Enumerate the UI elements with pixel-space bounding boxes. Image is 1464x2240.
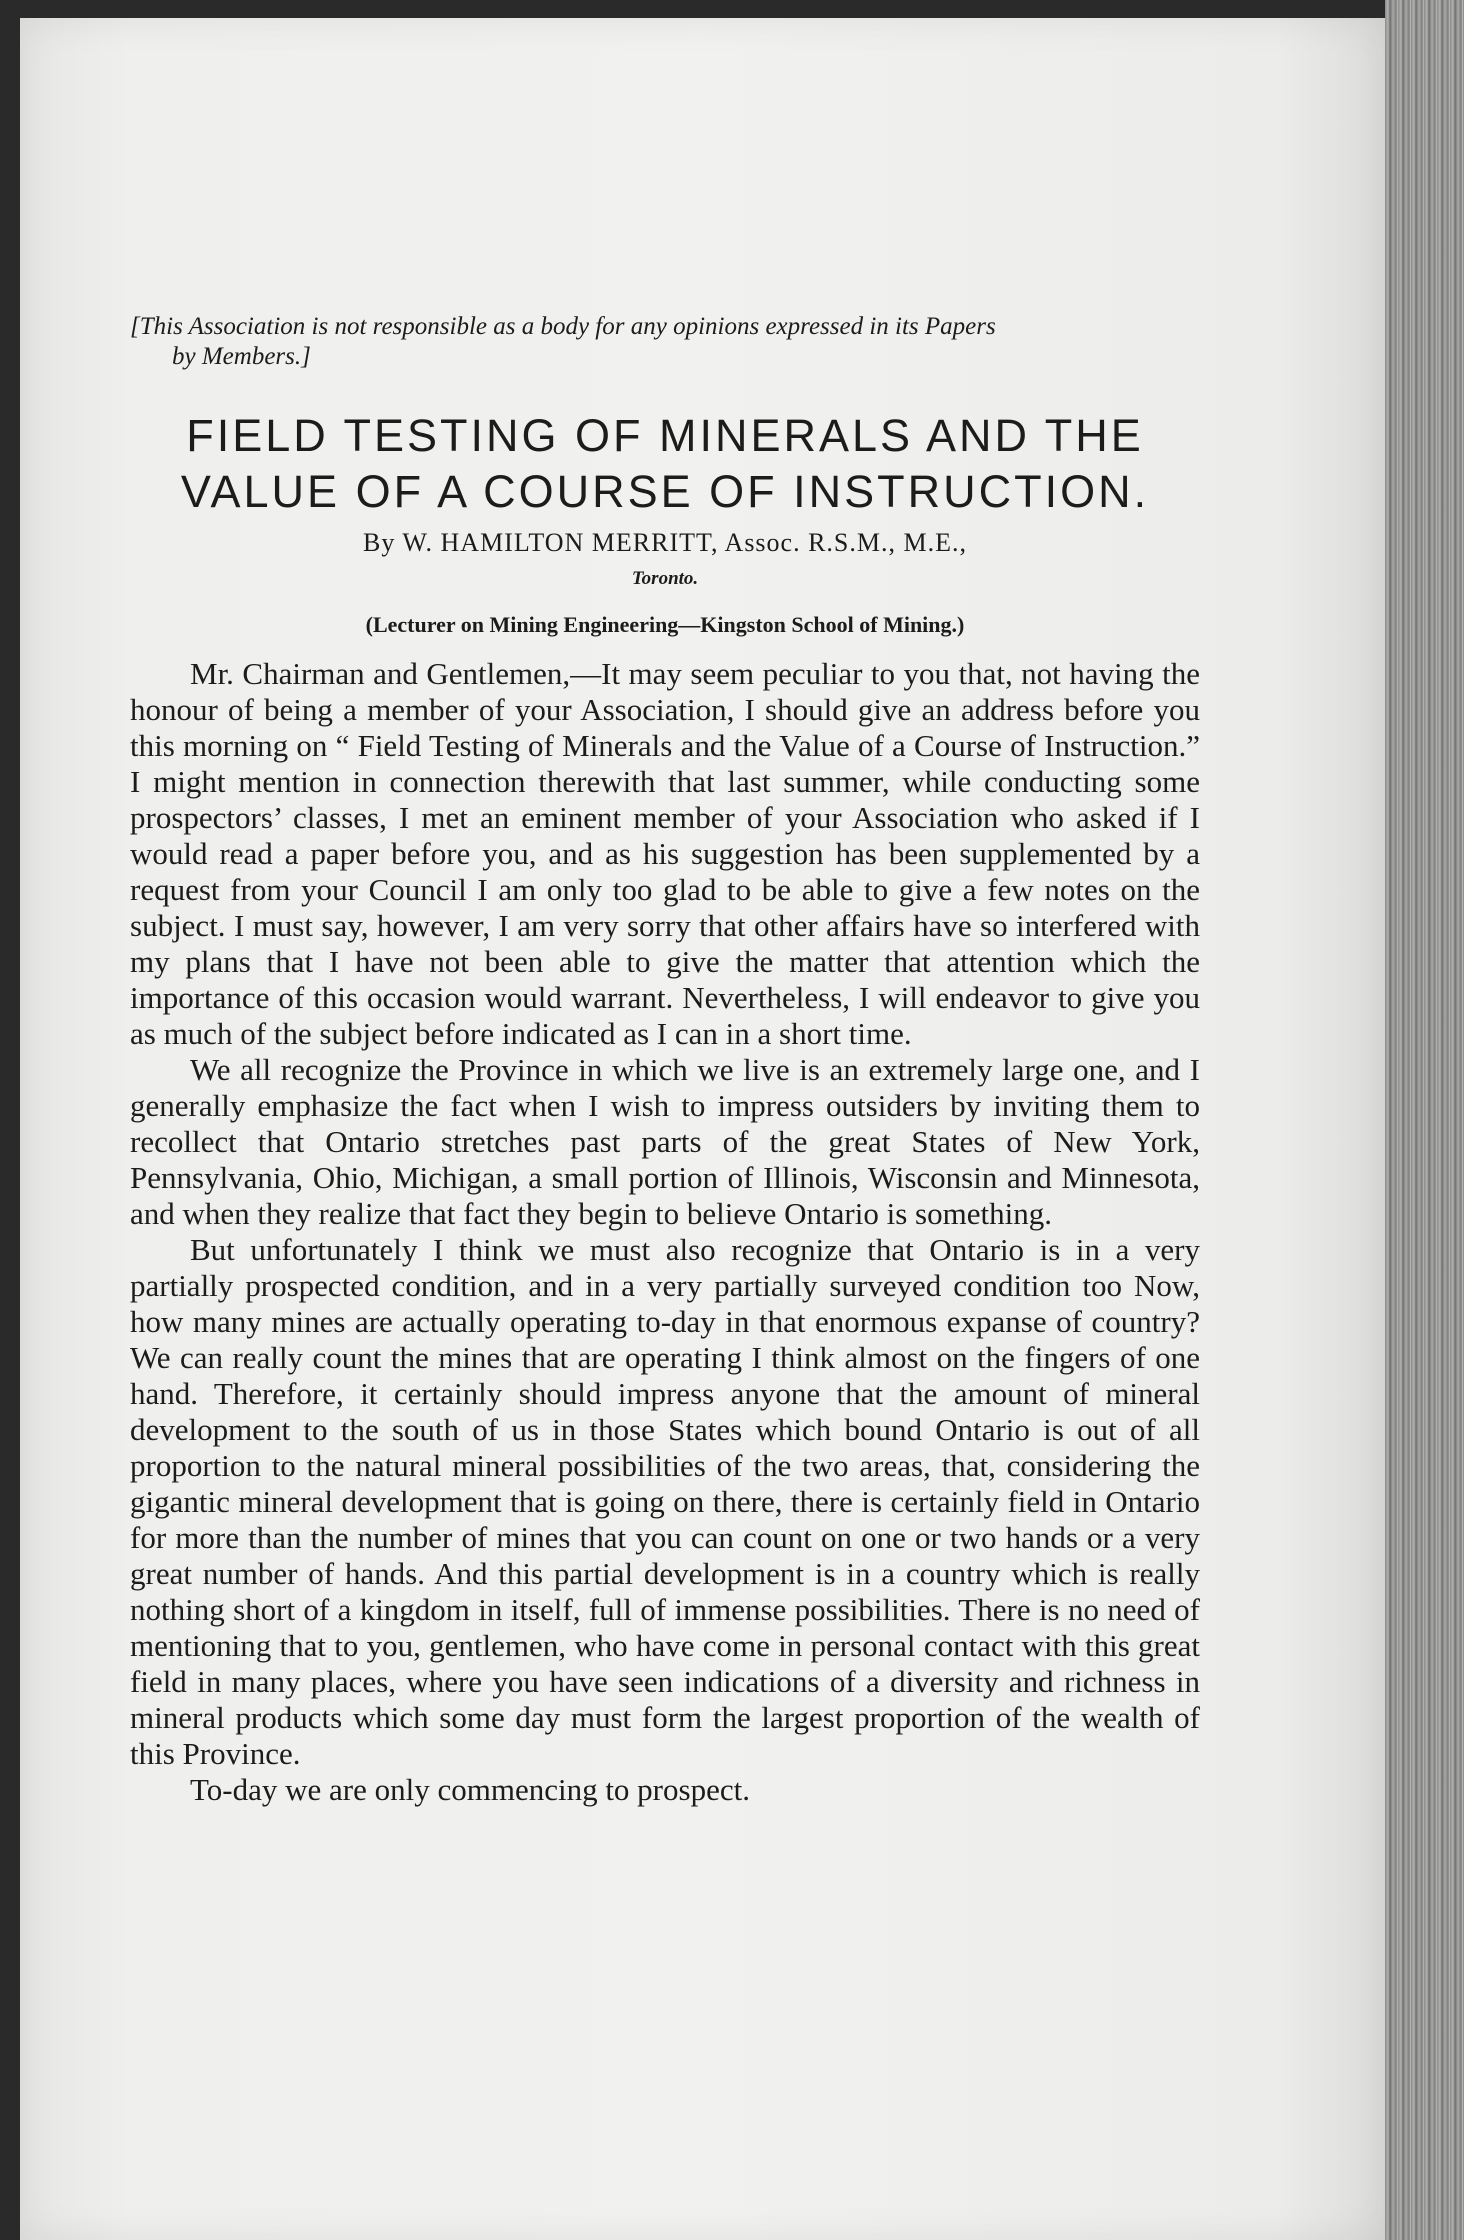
title-line-2: VALUE OF A COURSE OF INSTRUCTION. — [180, 466, 1150, 517]
paragraph: To-day we are only commencing to prospect. — [190, 1772, 750, 1807]
article-body — [130, 656, 1200, 1808]
disclaimer-note — [130, 312, 1200, 372]
article-title — [130, 408, 1200, 520]
author-byline: By W. HAMILTON MERRITT, Assoc. R.S.M., M.E., — [362, 528, 968, 557]
disclaimer-line-2: by Members.] — [172, 343, 311, 370]
author-affiliation: (Lecturer on Mining Engineering—Kingston School of Mining.) — [365, 612, 965, 637]
paragraph: But unfortunately I think we must also recognize that Ontario is in a very partially prospected condition, and in a very partially surveyed condition too Now, how many mines are actually operating to-day in that enormous expanse of country? We can really count the mines that are operating I think almost on the fingers of one hand. Therefore, it certainly should impress anyone that the amount of mineral development to the south of us in those States which bound Ontario is out of all proportion to the natural mineral possibilities of the two areas, that, considering the gigantic mineral development that is going on there, there is certainly field in Ontario for more than the number of mines that you can count on one or two hands or a very great number of hands. And this partial development is in a country which is really nothing short of a kingdom in itself, full of immense possibilities. There is no need of mentioning that to you, gentlemen, who have come in personal contact with this great field in many places, where you have seen indications of a diversity and richness in mineral products which some day must form the largest proportion of the wealth of this Province. — [130, 1232, 1200, 1771]
title-line-1: FIELD TESTING OF MINERALS AND THE — [186, 410, 1144, 461]
paragraph: We all recognize the Province in which we live is an extremely large one, and I generally emphasize the fact when I wish to impress outsiders by inviting them to recollect that Ontario stretches past parts of the great States of New York, Pennsylvania, Ohio, Michigan, a small portion of Illinois, Wisconsin and Minnesota, and when they realize that fact they begin to believe Ontario is something. — [130, 1052, 1200, 1231]
author-location: Toronto. — [631, 568, 699, 589]
disclaimer-line-1: [This Association is not responsible as a body for any opinions expressed in its Papers — [130, 313, 996, 340]
book-spine-edge — [1385, 0, 1464, 2240]
paragraph: Mr. Chairman and Gentlemen,—It may seem peculiar to you that, not having the honour of being a member of your Association, I should give an address before you this morning on “ Field Testing of Minerals and the Value of a Course of Instruction.” I might mention in connection therewith that last summer, while conducting some prospectors’ classes, I met an eminent member of your Association who asked if I would read a paper before you, and as his suggestion has been supplemented by a request from your Council I am only too glad to be able to give a few notes on the subject. I must say, however, I am very sorry that other affairs have so interfered with my plans that I have not been able to give the matter that attention which the importance of this occasion would warrant. Nevertheless, I will endeavor to give you as much of the subject before indicated as I can in a short time. — [130, 656, 1200, 1051]
